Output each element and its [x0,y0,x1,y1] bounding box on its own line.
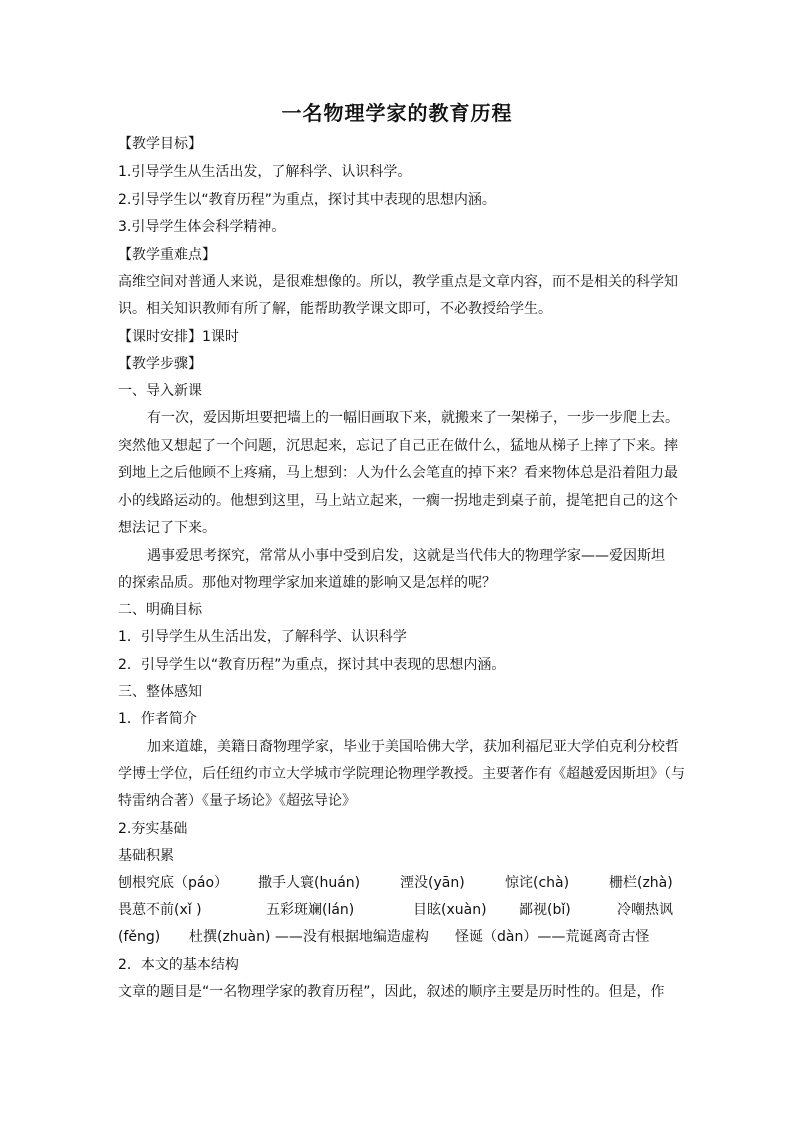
vocab-item: 冷嘲热讽 [617,902,673,918]
author-line: 特雷纳合著）《量子场论》《超弦导论》 [118,793,356,809]
vocab-item: 栅栏(zhà) [609,875,673,891]
vocab-item: 杜撰(zhuàn) ——没有根据地编造虚构 [189,929,429,945]
paragraph-line: 到地上之后他顾不上疼痛，马上想到：人为什么会笔直的掉下来？看来物体总是沿着阻力最 [118,465,678,481]
page-title: 一名物理学家的教育历程 [281,101,513,125]
objective-item: 1.引导学生从生活出发，了解科学、认识科学。 [118,164,412,180]
step2-item: 1．引导学生从生活出发，了解科学、认识科学 [118,629,407,645]
basics-heading: 2.夯实基础 [118,821,188,837]
paragraph-line: 想法记了下来。 [118,520,216,536]
vocab-item: 撒手人寰(huán) [258,875,361,891]
vocab-item: 惊诧(chà) [505,875,570,891]
paragraph-line: 小的线路运动的。他想到这里，马上站立起来，一瘸一拐地走到桌子前，提笔把自己的这个 [118,493,678,509]
objective-item: 2.引导学生以“教育历程”为重点，探讨其中表现的思想内涵。 [118,192,496,208]
vocab-heading: 基础积累 [118,848,174,864]
step3-heading: 三、整体感知 [118,684,202,700]
steps-heading: 【教学步骤】 [118,356,202,372]
key-points-heading: 【教学重难点】 [118,247,216,263]
key-points-line: 高维空间对普通人来说，是很难想像的。所以，教学重点是文章内容，而不是相关的科学知 [118,274,678,290]
vocab-item: 刨根究底（páo） [118,875,229,891]
vocab-item: 畏葸不前(xǐ ) [118,902,202,918]
vocab-item: 怪诞（dàn）——荒诞离奇古怪 [455,929,650,945]
objective-item: 3.引导学生体会科学精神。 [118,219,286,235]
step2-heading: 二、明确目标 [118,602,202,618]
paragraph-line: 突然他又想起了一个问题，沉思起来，忘记了自己正在做什么，猛地从梯子上摔了下来。摔 [118,438,678,454]
structure-heading: 2．本文的基本结构 [118,957,239,973]
paragraph-line: 遇事爱思考探究，常常从小事中受到启发，这就是当代伟大的物理学家——爱因斯坦 [147,548,665,564]
vocab-item: 湮没(yān) [400,875,465,891]
structure-line: 文章的题目是“一名物理学家的教育历程”，因此，叙述的顺序主要是历时性的。但是，作 [118,984,665,1000]
step1-heading: 一、导入新课 [118,383,202,399]
objectives-heading: 【教学目标】 [118,136,202,152]
paragraph-line: 的探索品质。那他对物理学家加来道雄的影响又是怎样的呢？ [118,575,496,591]
schedule-line: 【课时安排】1课时 [118,329,239,345]
step2-item: 2．引导学生以“教育历程”为重点，探讨其中表现的思想内涵。 [118,657,506,673]
vocab-item: 五彩斑斓(lán) [266,902,355,918]
author-heading: 1．作者简介 [118,711,197,727]
key-points-line: 识。相关知识教师有所了解，能帮助教学课文即可，不必教授给学生。 [118,301,552,317]
vocab-item: 目眩(xuàn) [413,902,487,918]
paragraph-line: 有一次，爱因斯坦要把墙上的一幅旧画取下来，就搬来了一架梯子，一步一步爬上去。 [147,410,679,426]
vocab-item: (fěng) [118,929,161,945]
author-line: 学博士学位，后任纽约市立大学城市学院理论物理学教授。主要著作有《超越爱因斯坦》（与 [118,766,685,782]
author-line: 加来道雄，美籍日裔物理学家，毕业于美国哈佛大学，获加利福尼亚大学伯克利分校哲 [147,739,679,755]
vocab-item: 鄙视(bǐ) [519,902,571,918]
